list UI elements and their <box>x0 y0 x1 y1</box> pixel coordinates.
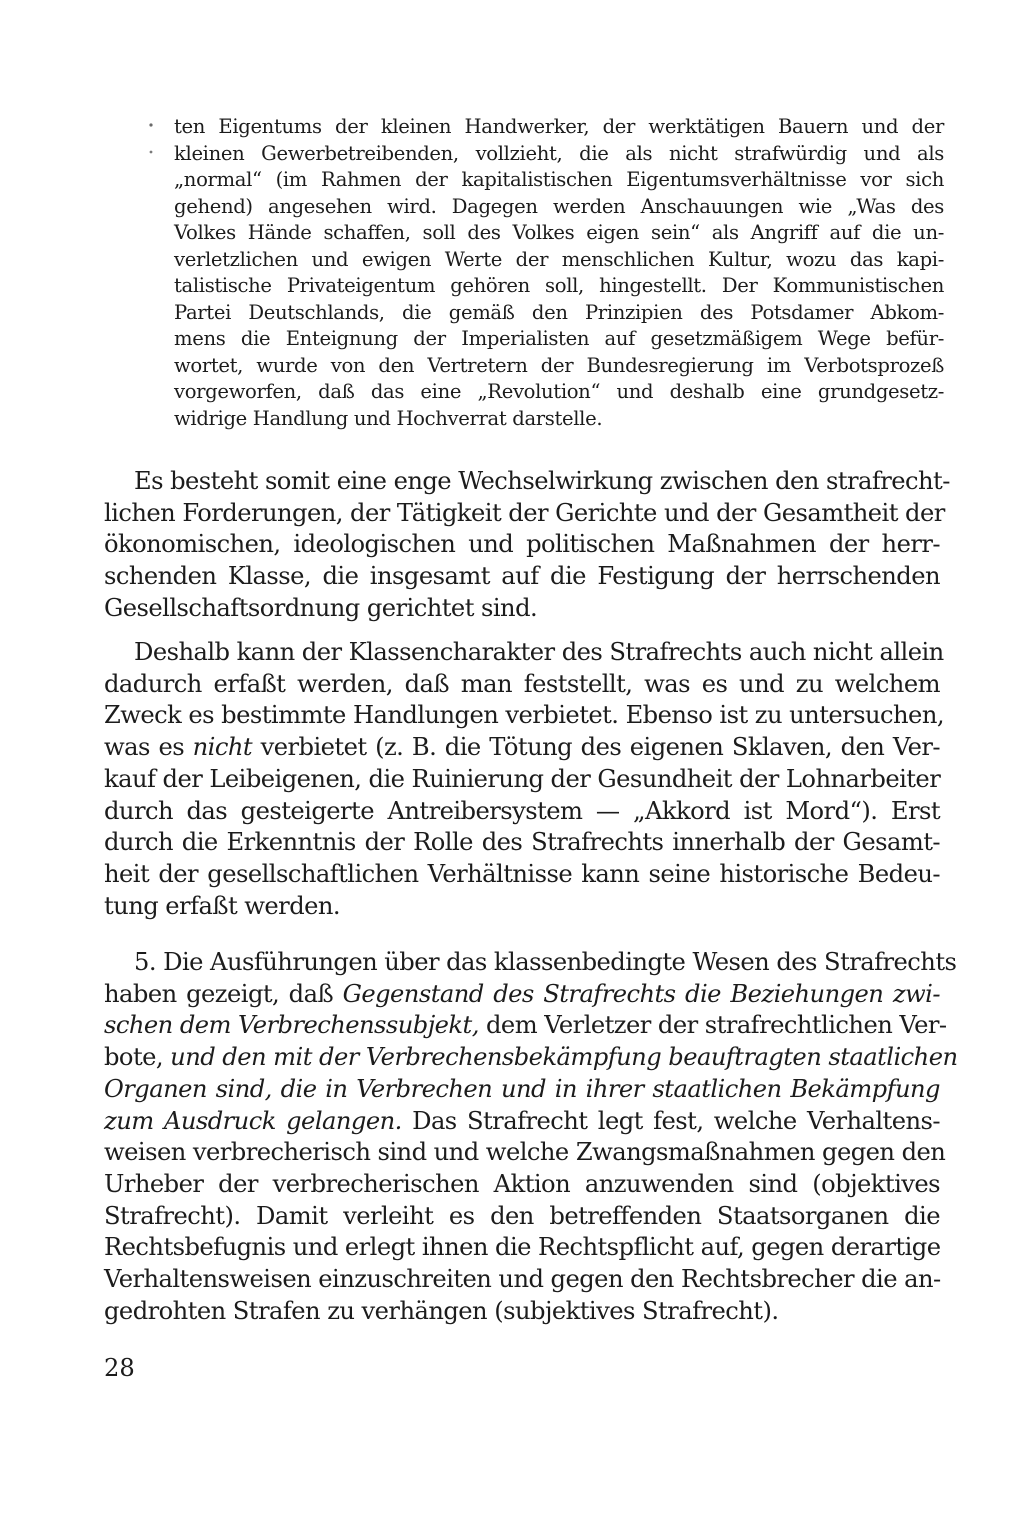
text-run: verbietet (z. B. die Tötung des eigenen Sklaven, den Ver- <box>252 733 940 762</box>
paragraph-line: weisen verbrecherisch sind und welche Zwangsmaßnahmen gegen den <box>104 1138 946 1167</box>
paragraph-line: Verhaltensweisen einzuschreiten und gegen den Rechtsbrecher die an- <box>104 1265 941 1294</box>
paragraph-line: dadurch erfaßt werden, daß man feststellt, was es und zu welchem <box>104 669 940 698</box>
paragraph-line: ökonomischen, ideologischen und politischen Maßnahmen der herr- <box>104 530 940 559</box>
page-number: 28 <box>104 1354 135 1382</box>
quote-line: „normal“ (im Rahmen der kapitalistischen Eigentumsverhältnisse vor sich <box>174 168 944 191</box>
paragraph-line: Strafrecht). Damit verleiht es den betreffenden Staatsorganen die <box>104 1201 940 1230</box>
paragraph-line: Zweck es bestimmte Handlungen verbietet. Ebenso ist zu untersuchen, <box>104 701 944 730</box>
paragraph-line: durch die Erkenntnis der Rolle des Strafrechts innerhalb der Gesamt- <box>104 828 940 857</box>
text-run: bote, <box>104 1043 171 1072</box>
quote-line: Partei Deutschlands, die gemäß den Prinzipien des Potsdamer Abkom- <box>174 300 944 324</box>
text-run: haben gezeigt, daß <box>104 979 343 1008</box>
paragraph-line: schenden Klasse, die insgesamt auf die Festigung der herrschenden <box>104 562 940 591</box>
quote-line: verletzlichen und ewigen Werte der menschlichen Kultur, wozu das kapi- <box>174 247 944 271</box>
text-run: was es <box>104 733 193 762</box>
emphasis-text: nicht <box>192 733 253 762</box>
paragraph-line: Urheber der verbrecherischen Aktion anzuwenden sind (objektives <box>104 1169 940 1198</box>
emphasis-text: und den mit der Verbrechensbekämpfung beauftragten staatlichen <box>170 1043 958 1072</box>
emphasis-text: Organen sind, die in Verbrechen und in ihrer staatlichen Bekämpfung <box>104 1074 940 1103</box>
quote-line: widrige Handlung und Hochverrat darstelle. <box>174 406 603 430</box>
paragraph-line: 5. Die Ausführungen über das klassenbedingte Wesen des Strafrechts <box>134 948 957 976</box>
paragraph-line: Gesellschaftsordnung gerichtet sind. <box>104 593 538 622</box>
quote-line: kleinen Gewerbetreibenden, vollzieht, die als nicht strafwürdig und als <box>174 141 944 165</box>
paragraph-line: Deshalb kann der Klassencharakter des Strafrechts auch nicht allein <box>134 638 944 666</box>
paragraph-line: Es besteht somit eine enge Wechselwirkung zwischen den strafrecht- <box>134 467 950 495</box>
text-run: dem Verletzer der strafrechtlichen Ver- <box>478 1011 947 1040</box>
paragraph-line: tung erfaßt werden. <box>104 891 341 920</box>
paragraph-line: durch das gesteigerte Antreibersystem — „Akkord ist Mord“). Erst <box>104 796 940 825</box>
paragraph-line: Rechtsbefugnis und erlegt ihnen die Rechtspflicht auf, gegen derartige <box>104 1233 941 1262</box>
emphasis-text: schen dem Verbrechenssubjekt, <box>104 1011 479 1040</box>
text-run: Das Strafrecht legt fest, welche Verhaltens- <box>401 1106 940 1135</box>
scan-speck <box>149 123 152 126</box>
quote-line: talistische Privateigentum gehören soll, hingestellt. Der Kommunistischen <box>174 274 944 297</box>
quote-line: ten Eigentums der kleinen Handwerker, der werktätigen Bauern und der <box>174 115 944 138</box>
paragraph-line: gedrohten Strafen zu verhängen (subjektives Strafrecht). <box>104 1296 779 1325</box>
paragraph-line: lichen Forderungen, der Tätigkeit der Gerichte und der Gesamtheit der <box>104 498 945 527</box>
quote-line: mens die Enteignung der Imperialisten auf gesetzmäßigem Wege befür- <box>174 327 944 350</box>
quote-line: gehend) angesehen wird. Dagegen werden Anschauungen wie „Was des <box>174 194 944 218</box>
paragraph-line: heit der gesellschaftlichen Verhältnisse kann seine historische Bedeu- <box>104 859 940 888</box>
quote-line: Volkes Hände schaffen, soll des Volkes eigen sein“ als Angriff auf die un- <box>174 221 944 244</box>
paragraph-line: kauf der Leibeigenen, die Ruinierung der Gesundheit der Lohnarbeiter <box>104 764 941 793</box>
quote-line: vorgeworfen, daß das eine „Revolution“ und deshalb eine grundgesetz- <box>174 380 944 403</box>
scan-speck <box>150 151 153 154</box>
quote-line: wortet, wurde von den Vertretern der Bundesregierung im Verbotsprozeß <box>174 353 944 377</box>
emphasis-text: Gegenstand des Strafrechts die Beziehungen zwi- <box>342 979 940 1008</box>
emphasis-text: zum Ausdruck gelangen. <box>104 1106 402 1135</box>
